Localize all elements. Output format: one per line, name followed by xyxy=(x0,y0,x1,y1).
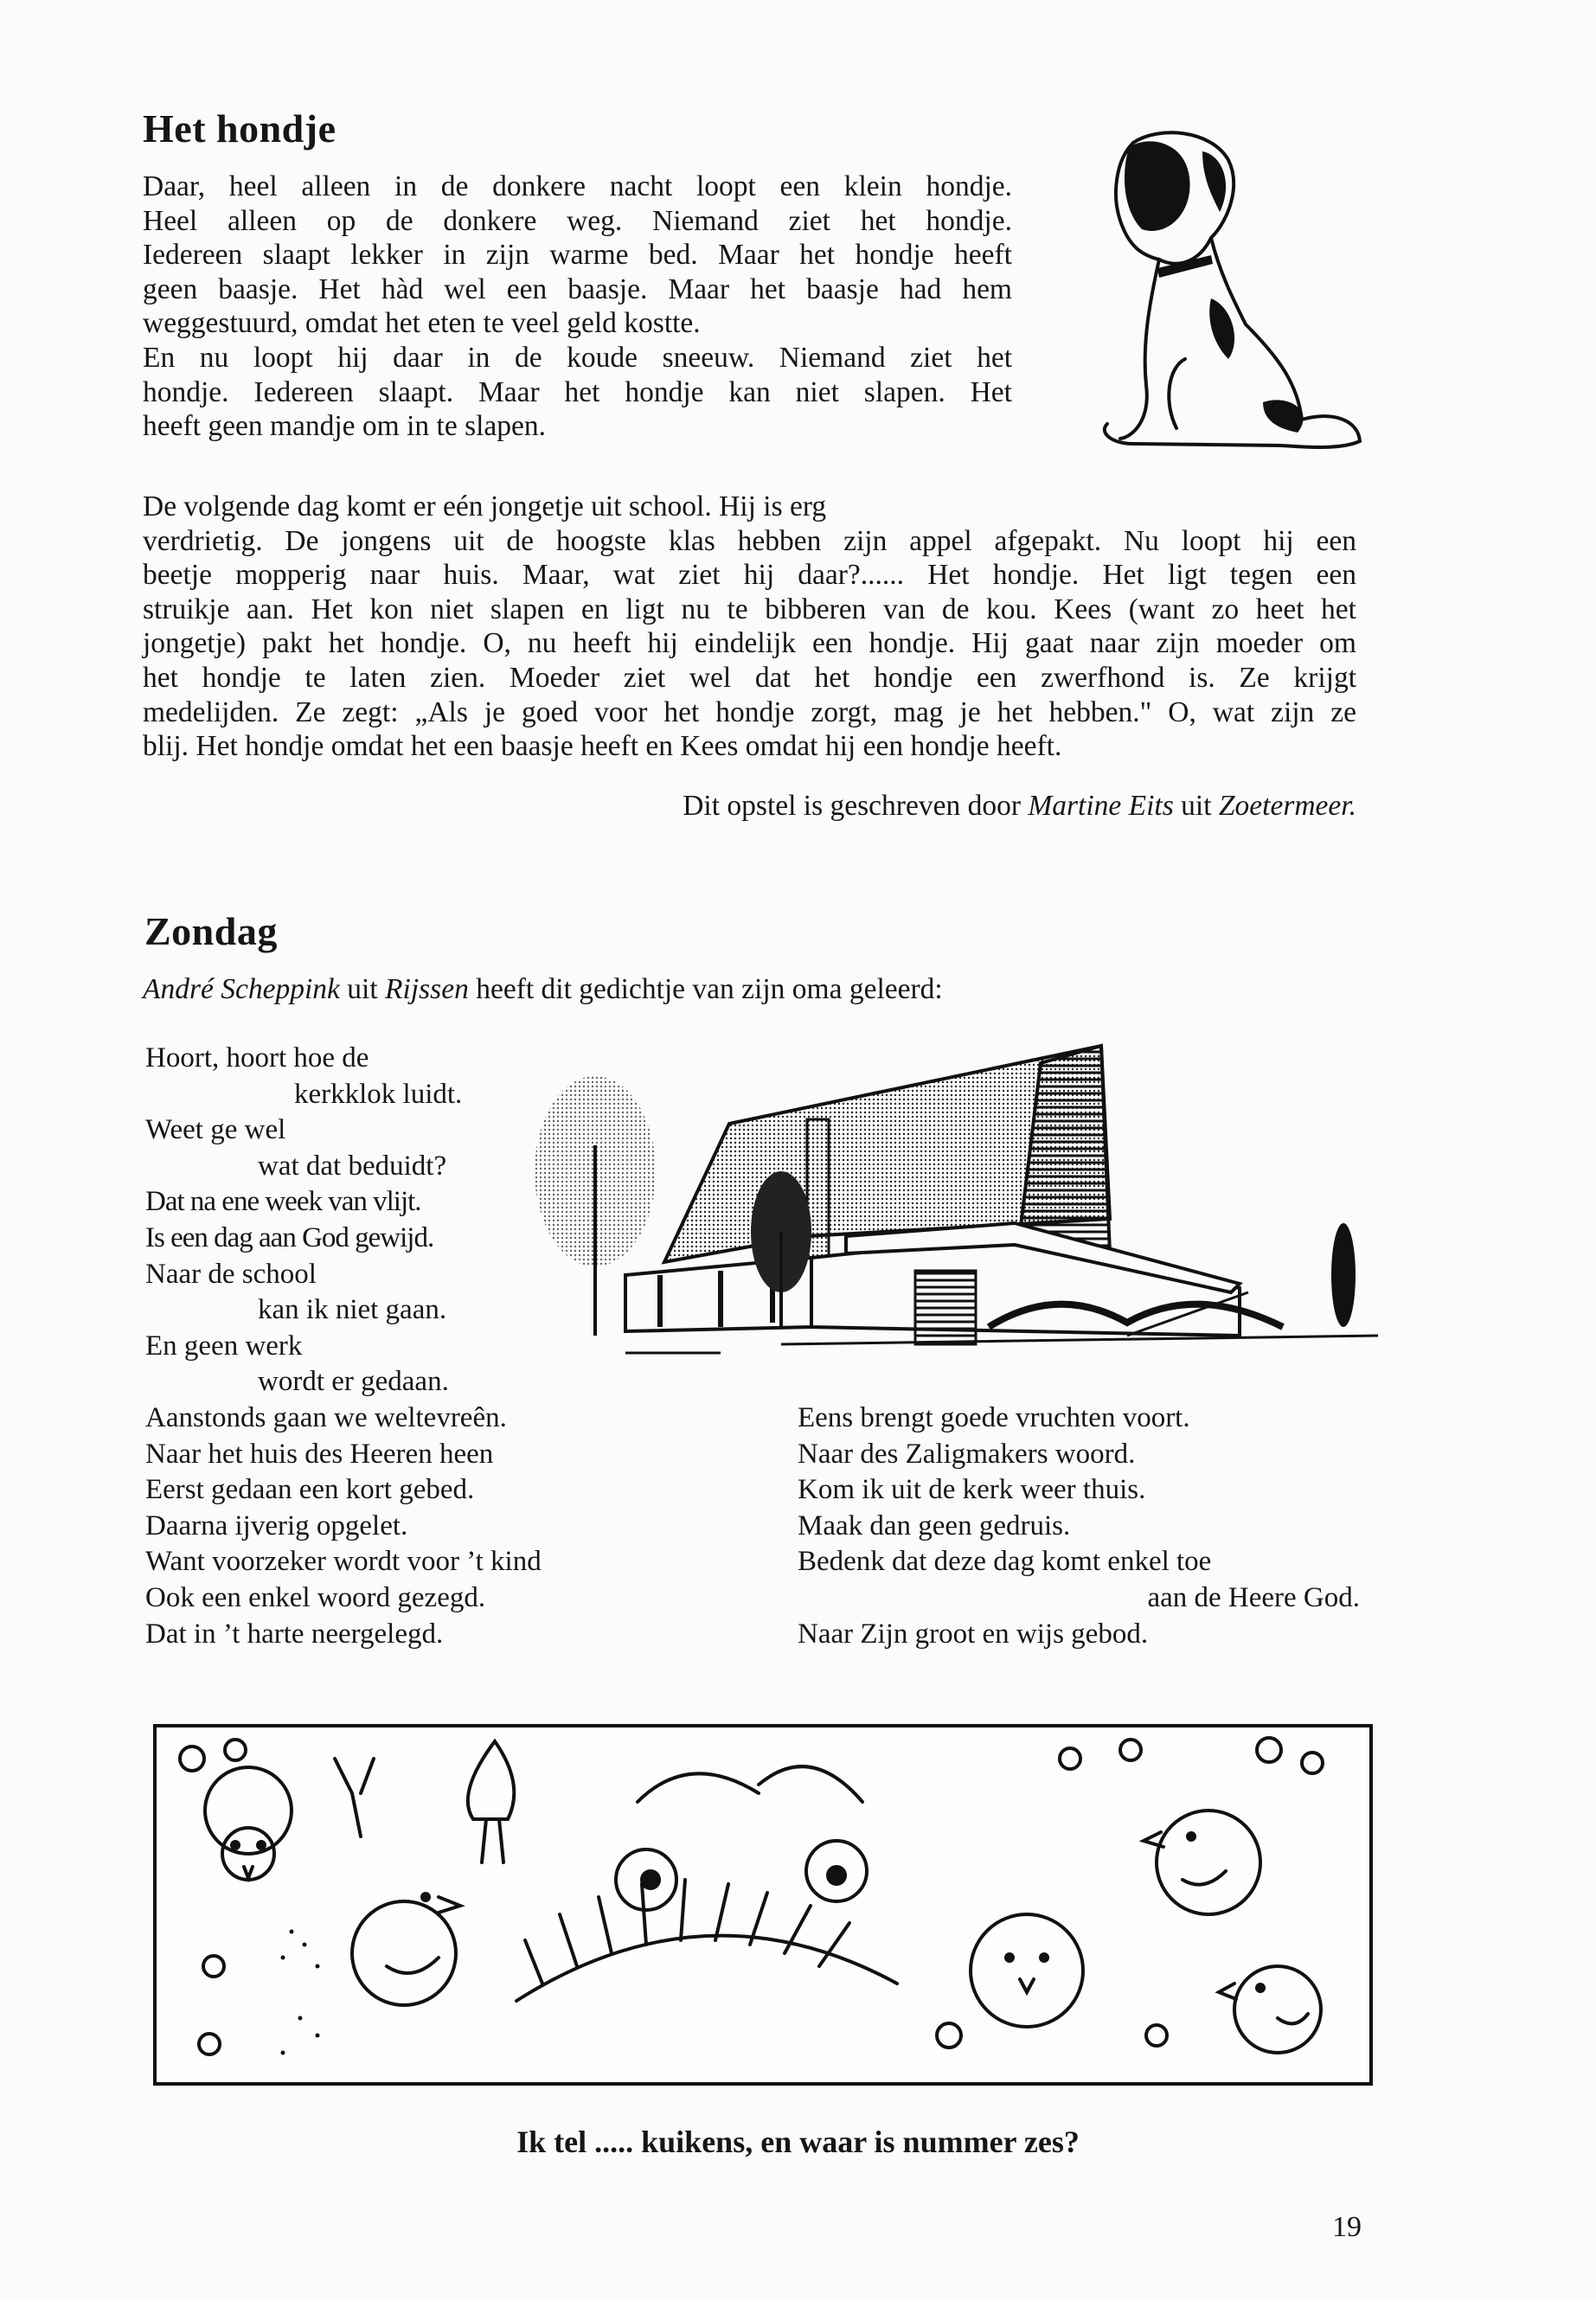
text-line: Iedereen slaapt lekker in zijn warme bed. Maar het hondje heeft xyxy=(143,239,1012,272)
poem-line: Want voorzeker wordt voor ’t kind xyxy=(145,1546,542,1578)
poem-line: Weet ge wel xyxy=(145,1114,286,1146)
poem-right xyxy=(798,1400,1360,1652)
puzzle-caption: Ik tel ..... kuikens, en waar is nummer zes? xyxy=(516,2125,1080,2159)
story-paragraph-1 xyxy=(143,170,1012,444)
poem-line: Aanstonds gaan we weltevreên. xyxy=(145,1402,507,1433)
text-line: Daar, heel alleen in de donkere nacht loopt een klein hondje. xyxy=(143,170,1012,202)
poem-line: kerkklok luidt. xyxy=(294,1078,463,1110)
poem-place: Rijssen xyxy=(385,973,469,1005)
poem-left-bottom xyxy=(145,1400,542,1652)
poem-line: Dat na ene week van vlijt. xyxy=(145,1186,421,1218)
poem-line: Hoort, hoort hoe de xyxy=(145,1042,369,1074)
poem-line: Daarna ijverig opgelet. xyxy=(145,1509,408,1541)
poem-line: Maak dan geen gedruis. xyxy=(798,1509,1071,1541)
text-line: struikje aan. Het kon niet slapen en ligt nu te bibberen van de kou. Kees (want zo heet het xyxy=(143,593,1356,625)
signature-prefix: Dit opstel is geschreven door xyxy=(683,790,1029,822)
chick-puzzle-illustration xyxy=(153,1724,1373,2086)
poem-line: aan de Heere God. xyxy=(1147,1581,1360,1613)
story-paragraph-2 xyxy=(143,490,1356,764)
page-number: 19 xyxy=(1332,2211,1362,2243)
signature-middle: uit xyxy=(1173,790,1219,822)
poem-line: Ook een enkel woord gezegd. xyxy=(145,1581,486,1613)
text-line: geen baasje. Het hàd wel een baasje. Maar het baasje had hem xyxy=(143,272,1012,305)
text-line: beetje mopperig naar huis. Maar, wat ziet hij daar?...... Het hondje. Het ligt tegen een xyxy=(143,559,1356,592)
text-line: Heel alleen op de donkere weg. Niemand ziet het hondje. xyxy=(143,204,1012,237)
text-line: jongetje) pakt het hondje. O, nu heeft hij eindelijk een hondje. Hij gaat naar zijn moeder om xyxy=(143,627,1356,660)
text-line: medelijden. Ze zegt: „Als je goed voor het hondje zorgt, mag je het hebben." O, wat zijn ze xyxy=(143,695,1356,728)
poem-line: Naar het huis des Heeren heen xyxy=(145,1438,494,1470)
poem-line: Dat in ’t harte neergelegd. xyxy=(145,1618,444,1650)
text-line: weggestuurd, omdat het eten te veel geld kostte. xyxy=(143,307,701,340)
poem-author: André Scheppink xyxy=(143,973,340,1005)
poem-line: Kom ik uit de kerk weer thuis. xyxy=(798,1474,1146,1506)
poem-left-top xyxy=(145,1041,462,1400)
poem-line: Bedenk dat deze dag komt enkel toe xyxy=(798,1546,1212,1578)
poem-line: Naar de school xyxy=(145,1258,317,1290)
author-name: Martine Eits xyxy=(1028,790,1174,822)
poem-line: kan ik niet gaan. xyxy=(258,1294,447,1326)
poem-line: Naar des Zaligmakers woord. xyxy=(798,1438,1136,1470)
poem-line: Eerst gedaan een kort gebed. xyxy=(145,1474,475,1506)
text-line: hondje. Iedereen slaapt. Maar het hondje kan niet slapen. Het xyxy=(143,375,1012,408)
poem-line: En geen werk xyxy=(145,1330,303,1362)
poem-intro xyxy=(143,972,943,1007)
poem-title: Zondag xyxy=(144,909,278,953)
story-signature xyxy=(683,789,1356,824)
text-line: De volgende dag komt er eén jongetje uit school. Hij is erg xyxy=(143,490,827,522)
author-place: Zoetermeer. xyxy=(1218,790,1356,822)
text-line: heeft geen mandje om in te slapen. xyxy=(143,410,547,443)
intro-middle: uit xyxy=(339,973,386,1005)
church-illustration xyxy=(522,1042,1391,1362)
poem-line: wat dat beduidt? xyxy=(258,1150,447,1182)
text-line: het hondje te laten zien. Moeder ziet wel dat het hondje een zwerfhond is. Ze krijgt xyxy=(143,661,1356,694)
dog-illustration xyxy=(1081,125,1367,467)
intro-rest: heeft dit gedichtje van zijn oma geleerd: xyxy=(468,973,943,1005)
poem-line: Eens brengt goede vruchten voort. xyxy=(798,1402,1190,1433)
text-line: blij. Het hondje omdat het een baasje heeft en Kees omdat hij een hondje heeft. xyxy=(143,730,1062,763)
text-line: En nu loopt hij daar in de koude sneeuw. Niemand ziet het xyxy=(143,341,1012,374)
poem-line: Naar Zijn groot en wijs gebod. xyxy=(798,1618,1149,1650)
text-line: verdrietig. De jongens uit de hoogste klas hebben zijn appel afgepakt. Nu loopt hij een xyxy=(143,524,1356,557)
poem-line: Is een dag aan God gewijd. xyxy=(145,1221,434,1253)
poem-line: wordt er gedaan. xyxy=(258,1366,449,1398)
story-title: Het hondje xyxy=(143,106,337,151)
